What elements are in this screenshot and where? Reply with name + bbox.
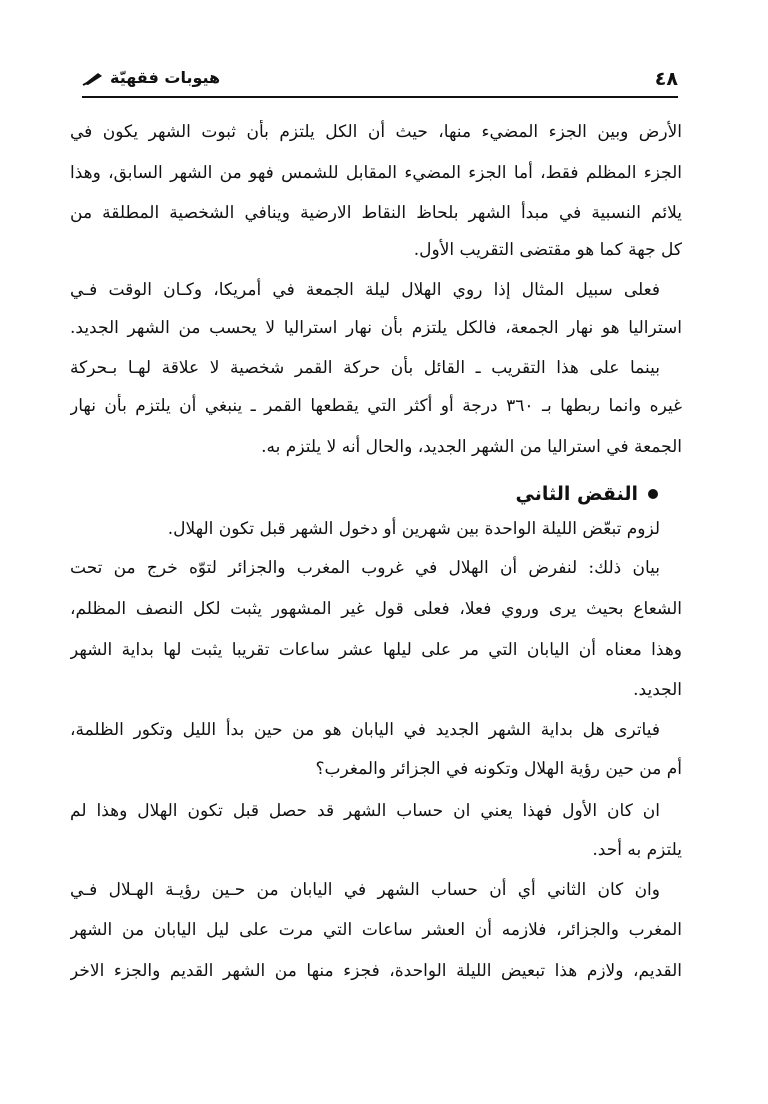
body-line: غيره وانما ربطها بـ ٣٦٠ درجة أو أكثر التي يقطعها القمر ـ ينبغي أن يلتزم بأن نهار <box>70 396 682 416</box>
section-heading-text: النقض الثاني <box>515 483 638 505</box>
book-title: هيوبات فقهيّة <box>110 68 221 87</box>
body-line: ان كان الأول فهذا يعني ان حساب الشهر قد حصل قبل تكون الهلال وهذا لم <box>70 801 660 821</box>
book-title-block <box>82 68 220 87</box>
body-line: الجديد. <box>633 680 682 700</box>
body-line: وان كان الثاني أي أن حساب الشهر في اليابان من حـين رؤيـة الهـلال فـي <box>70 880 660 900</box>
bullet-icon <box>648 489 658 499</box>
body-line: القديم، ولازم هذا تبعيض الليلة الواحدة، فجزء منها من الشهر القديم والجزء الاخر <box>70 961 682 981</box>
body-line: بينما على هذا التقريب ـ القائل بأن حركة القمر شخصية لا علاقة لهـا بـحركة <box>70 358 660 378</box>
body-line: وهذا معناه أن اليابان التي مر على ليلها عشر ساعات تقريبا يثبت لها بداية الشهر <box>70 640 682 660</box>
body-line: فعلى سبيل المثال إذا روي الهلال ليلة الجمعة في أمريكا، وكـان الوقت فـي <box>70 280 660 300</box>
body-line: يلتزم به أحد. <box>592 840 682 860</box>
body-line: الجزء المظلم فقط، أما الجزء المضيء المقابل للشمس فهو من الشهر السابق، وهذا <box>70 163 682 183</box>
pen-icon <box>82 70 104 86</box>
body-line: يلائم النسبية في مبدأ الشهر بلحاظ النقاط الارضية وينافي الشخصية المطلقة من <box>70 203 682 223</box>
body-line: فياترى هل بداية الشهر الجديد في اليابان هو من حين بدأ الليل وتكور الظلمة، <box>70 720 660 740</box>
page-number: ٤٨ <box>654 68 678 90</box>
running-header <box>82 66 678 98</box>
body-line: الأرض وبين الجزء المضيء منها، حيث أن الكل يلتزم بأن ثبوت الشهر يكون في <box>70 122 682 142</box>
body-line: الجمعة في استراليا من الشهر الجديد، والحال أنه لا يلتزم به. <box>261 437 682 457</box>
body-line: بيان ذلك: لنفرض أن الهلال في غروب المغرب والجزائر لتوّه خرج من تحت <box>70 558 660 578</box>
body-line: كل جهة كما هو مقتضى التقريب الأول. <box>413 240 682 260</box>
body-line: استراليا هو نهار الجمعة، فالكل يلتزم بأن نهار استراليا لا يحسب من الشهر الجديد. <box>70 318 682 338</box>
body-line: الشعاع بحيث يرى وروي فعلا، فعلى قول غير المشهور يثبت لكل النصف المظلم، <box>70 599 682 619</box>
section-heading <box>515 481 658 507</box>
body-line: أم من حين رؤية الهلال وتكونه في الجزائر والمغرب؟ <box>315 759 682 779</box>
body-line: لزوم تبعّض الليلة الواحدة بين شهرين أو دخول الشهر قبل تكون الهلال. <box>167 519 660 539</box>
body-line: المغرب والجزائر، فلازمه أن العشر ساعات التي مرت على ليل اليابان من الشهر <box>70 920 682 940</box>
